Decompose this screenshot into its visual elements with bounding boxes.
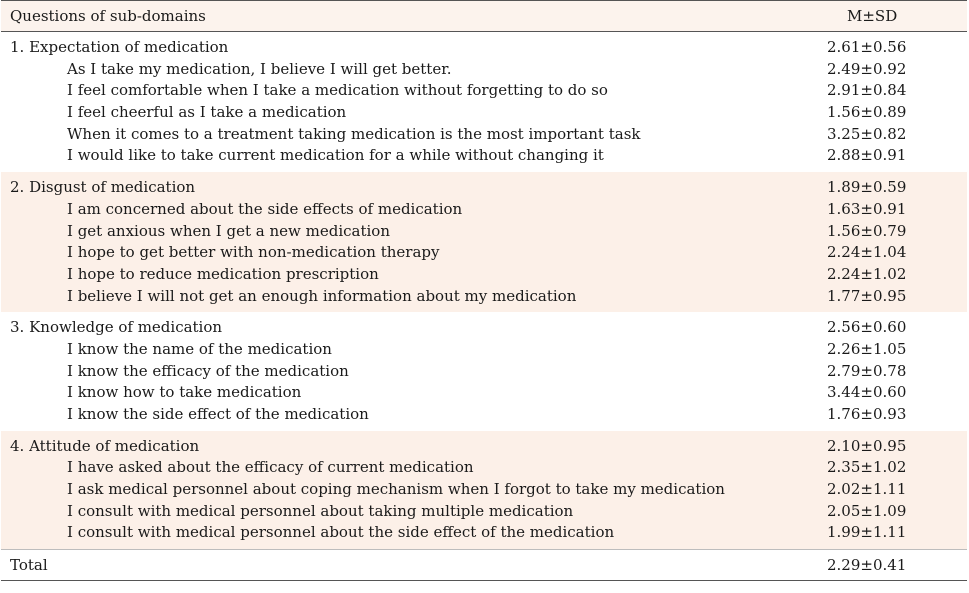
- question-value: 2.79±0.78: [827, 361, 907, 380]
- question-value: 1.77±0.95: [827, 286, 907, 305]
- question-value: 2.91±0.84: [827, 81, 907, 100]
- group-attitude: [1, 431, 967, 549]
- group-value: 1.89±0.59: [827, 178, 907, 197]
- question-value: 3.25±0.82: [827, 124, 907, 143]
- group-disgust: [1, 172, 967, 312]
- question-text: I consult with medical personnel about taking multiple medication: [67, 501, 574, 520]
- table-row: [1, 361, 967, 383]
- group-title-row: [1, 317, 967, 339]
- question-text: When it comes to a treatment taking medication is the most important task: [67, 124, 641, 143]
- table-row: [1, 242, 967, 264]
- question-value: 2.05±1.09: [827, 501, 907, 520]
- table-row: [1, 286, 967, 308]
- question-text: I ask medical personnel about coping mechanism when I forgot to take my medication: [67, 480, 725, 499]
- group-title: 1. Expectation of medication: [10, 38, 229, 56]
- table-header: [1, 0, 967, 32]
- question-text: I believe I will not get an enough information about my medication: [67, 286, 577, 305]
- question-value: 2.24±1.04: [827, 243, 907, 262]
- table-row: [1, 382, 967, 404]
- question-value: 1.99±1.11: [827, 523, 907, 542]
- table-row: [1, 124, 967, 146]
- question-text: I have asked about the efficacy of current medication: [67, 458, 474, 477]
- question-value: 2.24±1.02: [827, 264, 907, 283]
- group-expectation: [1, 32, 967, 172]
- question-text: I get anxious when I get a new medication: [67, 221, 390, 240]
- question-value: 3.44±0.60: [827, 383, 907, 402]
- total-label: Total: [10, 556, 48, 575]
- question-text: I would like to take current medication for a while without changing it: [67, 146, 604, 165]
- question-value: 2.26±1.05: [827, 339, 907, 358]
- question-text: I know the name of the medication: [67, 339, 332, 358]
- group-title-row: [1, 177, 967, 199]
- group-value: 2.56±0.60: [827, 318, 907, 337]
- group-title: 3. Knowledge of medication: [10, 318, 223, 337]
- table-row: [1, 264, 967, 286]
- group-value: 2.61±0.56: [827, 38, 907, 56]
- question-value: 2.35±1.02: [827, 458, 907, 477]
- question-text: I feel cheerful as I take a medication: [67, 103, 347, 122]
- table-row: [1, 145, 967, 167]
- question-text: I hope to reduce medication prescription: [67, 264, 379, 283]
- total-row: [1, 549, 967, 581]
- question-text: I am concerned about the side effects of medication: [67, 199, 463, 218]
- question-text: I know the efficacy of the medication: [67, 361, 349, 380]
- question-text: I consult with medical personnel about the side effect of the medication: [67, 523, 615, 542]
- question-value: 1.56±0.89: [827, 103, 907, 122]
- table-row: [1, 339, 967, 361]
- question-value: 1.56±0.79: [827, 221, 907, 240]
- table-row: [1, 479, 967, 501]
- question-value: 1.63±0.91: [827, 199, 907, 218]
- table-row: [1, 59, 967, 81]
- header-msd: M±SD: [847, 7, 898, 25]
- question-text: I feel comfortable when I take a medication without forgetting to do so: [67, 81, 608, 100]
- question-text: I know how to take medication: [67, 383, 302, 402]
- question-value: 2.02±1.11: [827, 480, 907, 499]
- table-row: [1, 501, 967, 523]
- group-title: 2. Disgust of medication: [10, 178, 196, 197]
- table-row: [1, 102, 967, 124]
- header-questions: Questions of sub-domains: [10, 7, 206, 25]
- group-title-row: [1, 436, 967, 458]
- question-value: 2.88±0.91: [827, 146, 907, 165]
- table-row: [1, 221, 967, 243]
- group-title-row: [1, 37, 967, 59]
- group-title: 4. Attitude of medication: [10, 436, 200, 455]
- medication-table: [1, 0, 967, 581]
- table-row: [1, 404, 967, 426]
- total-value: 2.29±0.41: [827, 556, 907, 575]
- question-text: I hope to get better with non-medication therapy: [67, 243, 440, 262]
- question-value: 2.49±0.92: [827, 59, 907, 78]
- question-text: As I take my medication, I believe I will get better.: [67, 59, 452, 78]
- table-row: [1, 199, 967, 221]
- question-value: 1.76±0.93: [827, 405, 907, 423]
- table-row: [1, 80, 967, 102]
- group-knowledge: [1, 312, 967, 430]
- table-row: [1, 457, 967, 479]
- group-value: 2.10±0.95: [827, 436, 907, 455]
- question-text: I know the side effect of the medication: [67, 405, 369, 423]
- table-row: [1, 522, 967, 544]
